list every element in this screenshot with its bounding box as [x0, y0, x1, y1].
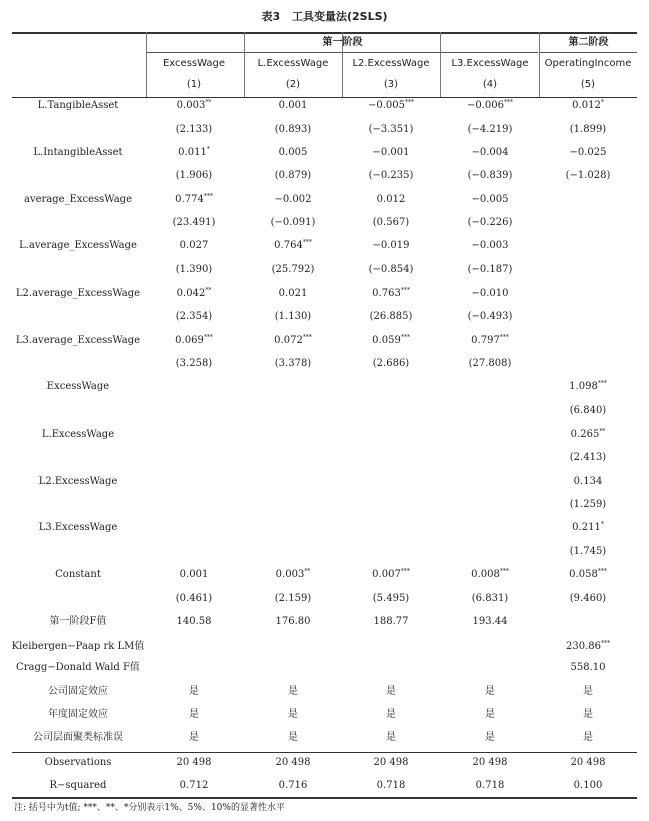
cell-value: −0.005 [367, 100, 405, 111]
cell-value: (0.461) [175, 593, 213, 604]
top-rule [12, 32, 637, 34]
significance-stars: *** [400, 287, 410, 294]
table-cell [245, 146, 341, 160]
table-cell [540, 756, 636, 770]
table-cell [245, 592, 341, 606]
table-cell [343, 708, 439, 722]
column-header: L2.ExcessWage [352, 58, 430, 69]
stage1-header: 第一阶段 [322, 37, 363, 48]
cell-value: 0.069 [175, 335, 204, 346]
table-cell [343, 756, 439, 770]
header-rule [12, 97, 637, 98]
table-cell [540, 498, 636, 512]
cell-value: (−1.028) [565, 170, 611, 181]
column-number: (3) [383, 79, 399, 90]
row-label: ExcessWage [46, 381, 110, 392]
table-cell [146, 615, 242, 629]
table-cell [146, 263, 242, 277]
cell-value: 0.008 [471, 569, 500, 580]
row-label: 年度固定效应 [48, 709, 108, 720]
table-cell [343, 568, 439, 582]
row-label: L.ExcessWage [41, 429, 115, 440]
cell-value: 1.098 [569, 381, 598, 392]
cell-value: 0.001 [278, 100, 308, 111]
table-cell [343, 731, 439, 745]
cell-value: (3.378) [274, 358, 312, 369]
table-cell [540, 640, 636, 654]
table-cell [442, 287, 538, 301]
cell-value: (26.885) [369, 311, 413, 322]
cell-value: −0.010 [471, 288, 509, 299]
cell-value: 是 [583, 709, 593, 720]
table-cell [343, 99, 439, 113]
cell-value: 0.001 [179, 569, 209, 580]
row-label: 公司层面聚类标准误 [33, 732, 123, 743]
table-cell [146, 592, 242, 606]
table-cell [442, 357, 538, 371]
table-cell [146, 239, 242, 253]
cell-value: (2.686) [372, 358, 410, 369]
table-cell [146, 685, 242, 699]
table-cell [146, 357, 242, 371]
table-cell [146, 756, 242, 770]
table-cell [146, 123, 242, 137]
cell-value: (−0.854) [368, 264, 414, 275]
table-cell [540, 568, 636, 582]
table-cell [146, 731, 242, 745]
significance-stars: ** [304, 568, 311, 575]
cell-value: 0.003 [275, 569, 305, 580]
table-cell [343, 193, 439, 207]
cell-value: 0.716 [278, 780, 308, 791]
table-cell [540, 521, 636, 535]
cell-value: 0.042 [176, 288, 206, 299]
significance-stars: ** [205, 99, 212, 106]
row-label: L2.ExcessWage [38, 476, 118, 487]
table-cell [245, 756, 341, 770]
table-cell [442, 615, 538, 629]
table-cell [146, 568, 242, 582]
cell-value: 193.44 [472, 616, 508, 627]
table-cell [245, 169, 341, 183]
table-cell [442, 756, 538, 770]
row-label: L3.ExcessWage [38, 522, 118, 533]
row-label: 第一阶段F值 [49, 616, 107, 627]
cell-value: (2.413) [569, 452, 607, 463]
row-label: L.IntangibleAsset [33, 147, 123, 158]
table-cell [540, 99, 636, 113]
table-cell [146, 146, 242, 160]
stage2-header: 第二阶段 [568, 37, 609, 48]
cell-value: (0.893) [274, 124, 312, 135]
cell-value: (5.495) [372, 593, 410, 604]
table-cell [245, 99, 341, 113]
table-cell [442, 685, 538, 699]
cell-value: 0.003 [176, 100, 206, 111]
table-cell [245, 568, 341, 582]
cell-value: 0.100 [573, 780, 603, 791]
cell-value: 是 [189, 732, 199, 743]
stats-rule [12, 752, 637, 753]
table-cell [540, 685, 636, 699]
table-cell [540, 169, 636, 183]
table-cell [146, 216, 242, 230]
table-cell [245, 216, 341, 230]
cell-value: (−0.187) [467, 264, 513, 275]
table-cell [442, 99, 538, 113]
row-label: L.TangibleAsset [37, 100, 119, 111]
column-header: L.ExcessWage [257, 58, 329, 69]
cell-value: (1.745) [569, 546, 607, 557]
cell-value: 是 [485, 709, 495, 720]
cell-value: −0.019 [372, 240, 410, 251]
table-cell [442, 708, 538, 722]
table-cell [442, 568, 538, 582]
table-cell [343, 685, 439, 699]
cell-value: 20 498 [176, 757, 212, 768]
table-cell [245, 239, 341, 253]
table-cell [540, 404, 636, 418]
table-cell [343, 123, 439, 137]
cell-value: −0.004 [471, 147, 509, 158]
table-cell [146, 169, 242, 183]
significance-stars: ** [205, 287, 212, 294]
cell-value: 0.718 [475, 780, 505, 791]
table-cell [540, 380, 636, 394]
cell-value: (−0.839) [467, 170, 513, 181]
significance-stars: * [600, 521, 604, 528]
table-cell [343, 310, 439, 324]
cell-value: (1.390) [175, 264, 213, 275]
table-cell [343, 169, 439, 183]
cell-value: 0.005 [278, 147, 308, 158]
row-label: Cragg−Donald Wald F值 [16, 662, 140, 673]
cell-value: 140.58 [176, 616, 212, 627]
table-cell [540, 592, 636, 606]
significance-stars: * [600, 99, 604, 106]
cell-value: 0.712 [179, 780, 209, 791]
table-cell [442, 334, 538, 348]
cell-value: 20 498 [472, 757, 508, 768]
cell-value: 0.007 [372, 569, 401, 580]
table-cell [540, 428, 636, 442]
cell-value: 是 [485, 686, 495, 697]
cell-value: 0.011 [178, 147, 207, 158]
table-cell [540, 661, 636, 675]
cell-value: 0.718 [376, 780, 406, 791]
bottom-rule [12, 797, 637, 799]
cell-value: (25.792) [271, 264, 315, 275]
table-cell [146, 287, 242, 301]
table-cell [245, 615, 341, 629]
significance-stars: *** [499, 568, 509, 575]
significance-stars: *** [302, 239, 312, 246]
cell-value: (9.460) [569, 593, 607, 604]
significance-stars: * [206, 146, 210, 153]
cell-value: (−0.493) [467, 311, 513, 322]
cell-value: (23.491) [172, 217, 216, 228]
cell-value: (2.133) [175, 124, 213, 135]
cell-value: 188.77 [373, 616, 409, 627]
table-cell [343, 263, 439, 277]
row-label: L3.average_ExcessWage [15, 335, 141, 346]
significance-stars: *** [203, 193, 213, 200]
row-label: average_ExcessWage [23, 194, 132, 205]
cell-value: (1.130) [274, 311, 312, 322]
table-cell [442, 216, 538, 230]
table-cell [245, 193, 341, 207]
table-cell [146, 193, 242, 207]
row-label: L2.average_ExcessWage [15, 288, 141, 299]
cell-value: −0.005 [471, 194, 509, 205]
table-cell [540, 451, 636, 465]
table-cell [442, 731, 538, 745]
significance-stars: *** [400, 334, 410, 341]
cell-value: (0.567) [372, 217, 410, 228]
cell-value: (6.840) [569, 405, 607, 416]
row-label: L.average_ExcessWage [19, 240, 137, 251]
cell-value: 0.134 [573, 476, 603, 487]
column-number: (5) [580, 79, 596, 90]
column-number: (1) [186, 79, 202, 90]
table-cell [245, 287, 341, 301]
cell-value: (−0.235) [368, 170, 414, 181]
table-cell [343, 146, 439, 160]
cell-value: 是 [288, 732, 298, 743]
cell-value: 是 [386, 686, 396, 697]
cell-value: 0.774 [175, 194, 204, 205]
cell-value: 0.012 [376, 194, 406, 205]
cell-value: (1.899) [569, 124, 607, 135]
row-label: 公司固定效应 [48, 686, 108, 697]
cell-value: 是 [189, 709, 199, 720]
cell-value: (1.259) [569, 499, 607, 510]
cell-value: 0.211 [572, 522, 601, 533]
table-cell [540, 708, 636, 722]
table-note: 注: 括号中为t值; ***、**、*分别表示1%、5%、10%的显著性水平 [14, 803, 285, 813]
table-cell [540, 146, 636, 160]
significance-stars: *** [405, 99, 414, 106]
cell-value: −0.006 [466, 100, 504, 111]
table-cell [245, 357, 341, 371]
table-title: 工具变量法(2SLS) [291, 10, 388, 23]
table-cell [146, 99, 242, 113]
cell-value: 558.10 [570, 662, 606, 673]
cell-value: 230.86 [566, 641, 601, 652]
table-cell [146, 708, 242, 722]
table-cell [146, 334, 242, 348]
significance-stars: *** [597, 568, 607, 575]
cell-value: (1.906) [175, 170, 213, 181]
table-cell [540, 779, 636, 793]
cell-value: 0.764 [274, 240, 303, 251]
cell-value: 是 [189, 686, 199, 697]
column-number: (4) [482, 79, 498, 90]
table-cell [442, 779, 538, 793]
table-cell [442, 263, 538, 277]
table-cell [245, 731, 341, 745]
stage2-group-rule [540, 52, 637, 53]
table-cell [146, 779, 242, 793]
row-label: Constant [55, 569, 101, 580]
significance-stars: *** [302, 334, 312, 341]
cell-value: −0.001 [372, 147, 410, 158]
row-label: Kleibergen−Paap rk LM值 [11, 641, 145, 652]
table-cell [245, 334, 341, 348]
table-cell [245, 685, 341, 699]
cell-value: 是 [386, 709, 396, 720]
cell-value: (3.258) [175, 358, 213, 369]
table-cell [245, 310, 341, 324]
cell-value: (−3.351) [368, 124, 414, 135]
cell-value: 0.058 [569, 569, 598, 580]
table-cell [442, 193, 538, 207]
table-cell [245, 263, 341, 277]
cell-value: (−4.219) [467, 124, 513, 135]
column-header: OperatingIncome [544, 58, 632, 69]
cell-value: 是 [583, 732, 593, 743]
table-cell [442, 123, 538, 137]
table-cell [540, 123, 636, 137]
cell-value: (2.354) [175, 311, 213, 322]
cell-value: 是 [386, 732, 396, 743]
table-cell [245, 708, 341, 722]
table-cell [343, 334, 439, 348]
table-cell [540, 475, 636, 489]
table-cell [442, 169, 538, 183]
table-number: 表3 [261, 10, 281, 23]
column-header: ExcessWage [162, 58, 225, 69]
table-cell [442, 146, 538, 160]
column-header: L3.ExcessWage [451, 58, 529, 69]
table-caption [0, 8, 649, 24]
cell-value: 0.012 [572, 100, 601, 111]
table-cell [343, 779, 439, 793]
significance-stars: *** [499, 334, 509, 341]
table-cell [540, 545, 636, 559]
cell-value: 0.027 [179, 240, 209, 251]
table-cell [343, 287, 439, 301]
cell-value: 20 498 [373, 757, 409, 768]
cell-value: 20 498 [570, 757, 606, 768]
row-label: Observations [44, 757, 112, 768]
table-cell [442, 592, 538, 606]
table-cell [245, 779, 341, 793]
cell-value: 0.021 [278, 288, 308, 299]
cell-value: 0.265 [570, 429, 600, 440]
cell-value: −0.002 [274, 194, 312, 205]
significance-stars: *** [597, 380, 607, 387]
cell-value: 176.80 [275, 616, 311, 627]
column-number: (2) [285, 79, 301, 90]
cell-value: (0.879) [274, 170, 312, 181]
cell-value: 是 [485, 732, 495, 743]
significance-stars: *** [504, 99, 513, 106]
cell-value: −0.025 [569, 147, 607, 158]
cell-value: 是 [288, 686, 298, 697]
cell-value: 0.059 [372, 335, 401, 346]
table-cell [442, 310, 538, 324]
significance-stars: *** [601, 640, 610, 647]
table-cell [245, 123, 341, 137]
cell-value: (−0.091) [270, 217, 316, 228]
table-cell [343, 592, 439, 606]
significance-stars: *** [203, 334, 213, 341]
cell-value: 是 [288, 709, 298, 720]
table-cell [343, 615, 439, 629]
row-label: R−squared [49, 780, 107, 791]
cell-value: 是 [583, 686, 593, 697]
cell-value: (2.159) [274, 593, 312, 604]
significance-stars: ** [599, 428, 606, 435]
cell-value: (6.831) [471, 593, 509, 604]
cell-value: 0.797 [471, 335, 500, 346]
cell-value: 20 498 [275, 757, 311, 768]
table-cell [442, 239, 538, 253]
significance-stars: *** [400, 568, 410, 575]
cell-value: 0.763 [372, 288, 401, 299]
cell-value: (27.808) [468, 358, 512, 369]
table-cell [540, 731, 636, 745]
cell-value: 0.072 [274, 335, 303, 346]
cell-value: −0.003 [471, 240, 509, 251]
table-cell [343, 357, 439, 371]
table-cell [343, 239, 439, 253]
cell-value: (−0.226) [467, 217, 513, 228]
table-cell [343, 216, 439, 230]
table-cell [146, 310, 242, 324]
